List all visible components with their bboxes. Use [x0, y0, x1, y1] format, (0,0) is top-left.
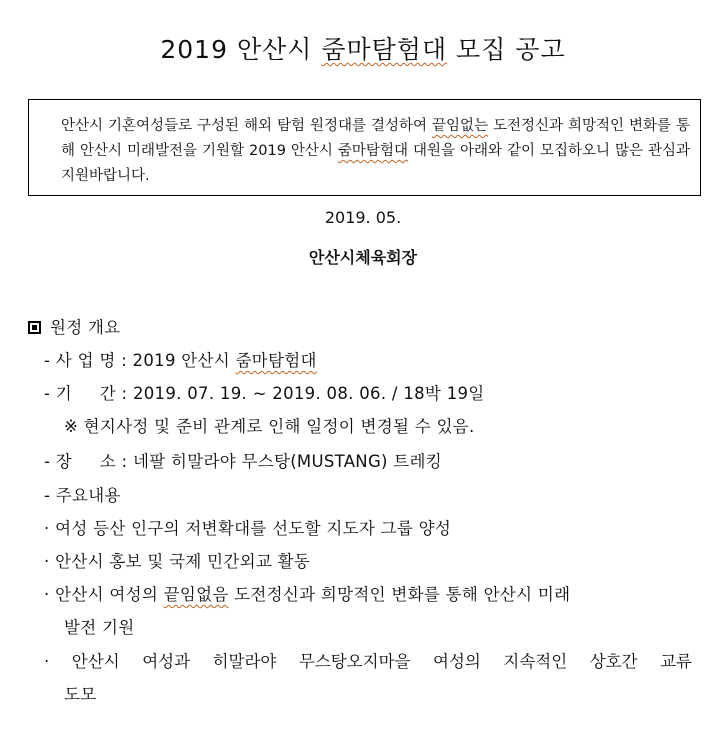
intro-part-1: 안산시 기혼여성들로 구성된 해외 탐험 원정대를 결성하여 — [61, 118, 432, 134]
contents-bullet-2: · 안산시 홍보 및 국제 민간외교 활동 — [44, 552, 311, 571]
section-heading-text: 원정 개요 — [50, 318, 121, 337]
intro-part-2: 도전정신과 희망적인 변화를 통해 안산시 미래발전을 기원할 2019 안산시 — [61, 118, 690, 159]
business-name-label: - 사 업 명 : 2019 안산시 — [44, 351, 236, 370]
announcement-date: 2019. 05. — [324, 208, 402, 227]
bullet-3-part-a: · 안산시 여성의 — [44, 585, 164, 604]
organization-name: 안산시체육회장 — [308, 248, 418, 267]
contents-label: - 주요내용 — [44, 486, 121, 505]
bullet-3-part-b: 도전정신과 희망적인 변화를 통해 안산시 미래 — [228, 585, 571, 604]
title-highlight: 줌마탐험대 — [321, 35, 448, 64]
contents-bullet-4-continuation: 도모 — [64, 685, 97, 704]
title-prefix: 2019 안산시 — [160, 35, 322, 64]
period-note: ※ 현지사정 및 준비 관계로 인해 일정이 변경될 수 있음. — [64, 417, 475, 436]
title-suffix: 모집 공고 — [447, 35, 566, 64]
intro-box — [28, 99, 701, 196]
business-name-row — [44, 347, 317, 371]
section-heading — [28, 314, 121, 338]
contents-bullet-3-continuation: 발전 기원 — [64, 618, 135, 637]
period-row: - 기 간 : 2019. 07. 19. ~ 2019. 08. 06. / 18박 19일 — [44, 384, 485, 403]
intro-part-3: 대원을 아래와 같이 모집하오니 많은 관심과 지원바랍니다. — [61, 143, 690, 184]
contents-bullet-4: · 안산시 여성과 히말라야 무스탕오지마을 여성의 지속적인 상호간 교류 — [44, 652, 692, 671]
intro-text — [39, 114, 690, 189]
square-bullet-icon — [28, 321, 41, 334]
page-title — [0, 30, 726, 66]
intro-highlight-2: 줌마탐험대 — [337, 143, 408, 159]
contents-bullet-3 — [44, 581, 570, 605]
place-row: - 장 소 : 네팔 히말라야 무스탕(MUSTANG) 트레킹 — [44, 452, 443, 471]
intro-highlight-1: 끝임없는 — [431, 118, 489, 134]
bullet-3-highlight: 끝임없음 — [163, 585, 229, 604]
business-name-highlight: 줌마탐험대 — [235, 351, 317, 370]
contents-bullet-1: · 여성 등산 인구의 저변확대를 선도할 지도자 그룹 양성 — [44, 519, 452, 538]
